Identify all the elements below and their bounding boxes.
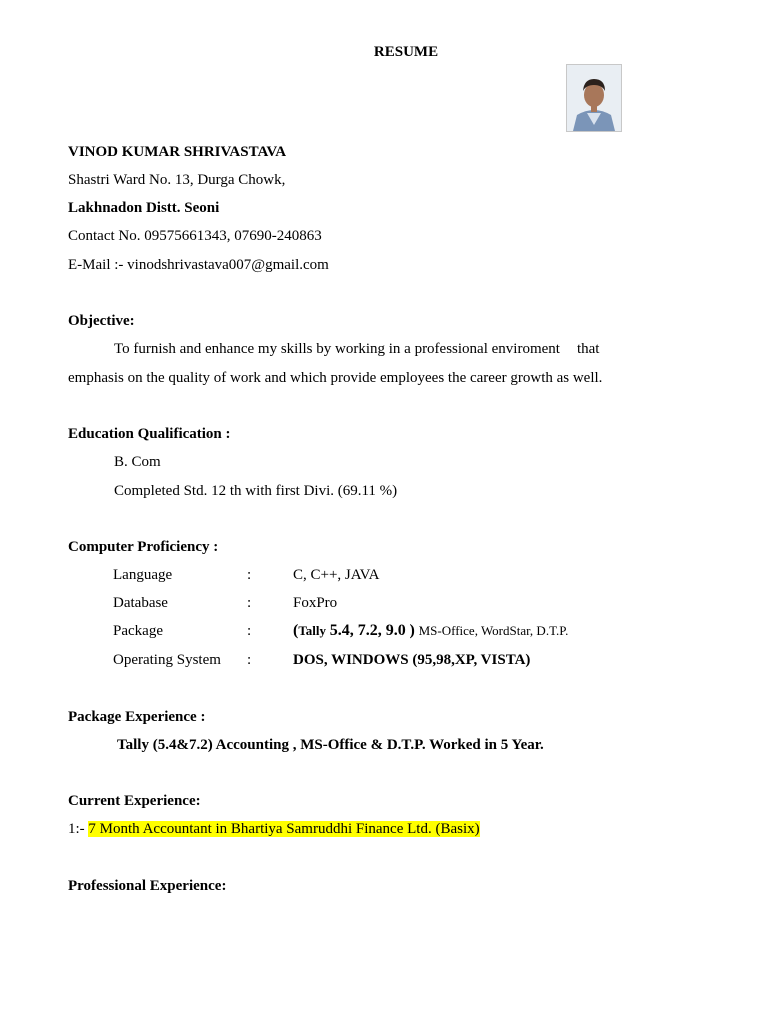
profile-photo <box>566 64 622 132</box>
package-experience-heading: Package Experience : <box>68 709 206 725</box>
skill-label-os: Operating System <box>113 652 221 668</box>
address-line-1: Shastri Ward No. 13, Durga Chowk, <box>68 172 286 188</box>
skill-separator: : <box>247 595 252 611</box>
education-item: Completed Std. 12 th with first Divi. (69.11 %) <box>114 483 398 499</box>
current-experience-prefix: 1:- <box>68 821 85 837</box>
objective-line-1 <box>114 341 599 358</box>
person-photo-icon <box>567 65 621 131</box>
package-experience-text: Tally (5.4&7.2) Accounting , MS-Office & D.T.P. Worked in 5 Year. <box>117 737 544 753</box>
current-experience-line <box>68 821 480 838</box>
computer-proficiency-heading: Computer Proficiency : <box>68 539 219 555</box>
education-item: B. Com <box>114 454 161 470</box>
package-tally: Tally <box>298 623 327 638</box>
skill-separator: : <box>247 567 252 583</box>
education-heading: Education Qualification : <box>68 426 231 442</box>
objective-heading: Objective: <box>68 313 135 329</box>
applicant-name: VINOD KUMAR SHRIVASTAVA <box>68 144 287 160</box>
current-experience-highlight: 7 Month Accountant in Bhartiya Samruddhi Finance Ltd. (Basix) <box>88 821 480 837</box>
professional-experience-heading: Professional Experience: <box>68 878 227 894</box>
contact-number: Contact No. 09575661343, 07690-240863 <box>68 228 322 244</box>
current-experience-heading: Current Experience: <box>68 793 201 809</box>
package-rest: MS-Office, WordStar, D.T.P. <box>418 623 569 638</box>
skill-separator: : <box>247 652 252 668</box>
package-versions: 5.4, 7.2, 9.0 <box>329 622 406 639</box>
resume-title: RESUME <box>373 44 439 60</box>
package-close-paren: ) <box>409 622 415 639</box>
objective-line-1-end: that <box>576 341 600 357</box>
skill-value-os: DOS, WINDOWS (95,98,XP, VISTA) <box>293 652 531 668</box>
skill-separator: : <box>247 623 252 639</box>
skill-value-database: FoxPro <box>293 595 338 611</box>
skill-label-package: Package <box>113 623 163 639</box>
objective-line-2: emphasis on the quality of work and which provide employees the career growth as well. <box>68 370 603 386</box>
skill-label-language: Language <box>113 567 173 583</box>
package-open-paren: ( <box>293 622 299 639</box>
skill-value-package <box>293 622 568 640</box>
skill-label-database: Database <box>113 595 168 611</box>
skill-value-language: C, C++, JAVA <box>293 567 380 583</box>
email-address: E-Mail :- vinodshrivastava007@gmail.com <box>68 257 329 273</box>
address-line-2: Lakhnadon Distt. Seoni <box>68 200 220 216</box>
objective-line-1-text: To furnish and enhance my skills by working in a professional enviroment <box>114 341 560 357</box>
